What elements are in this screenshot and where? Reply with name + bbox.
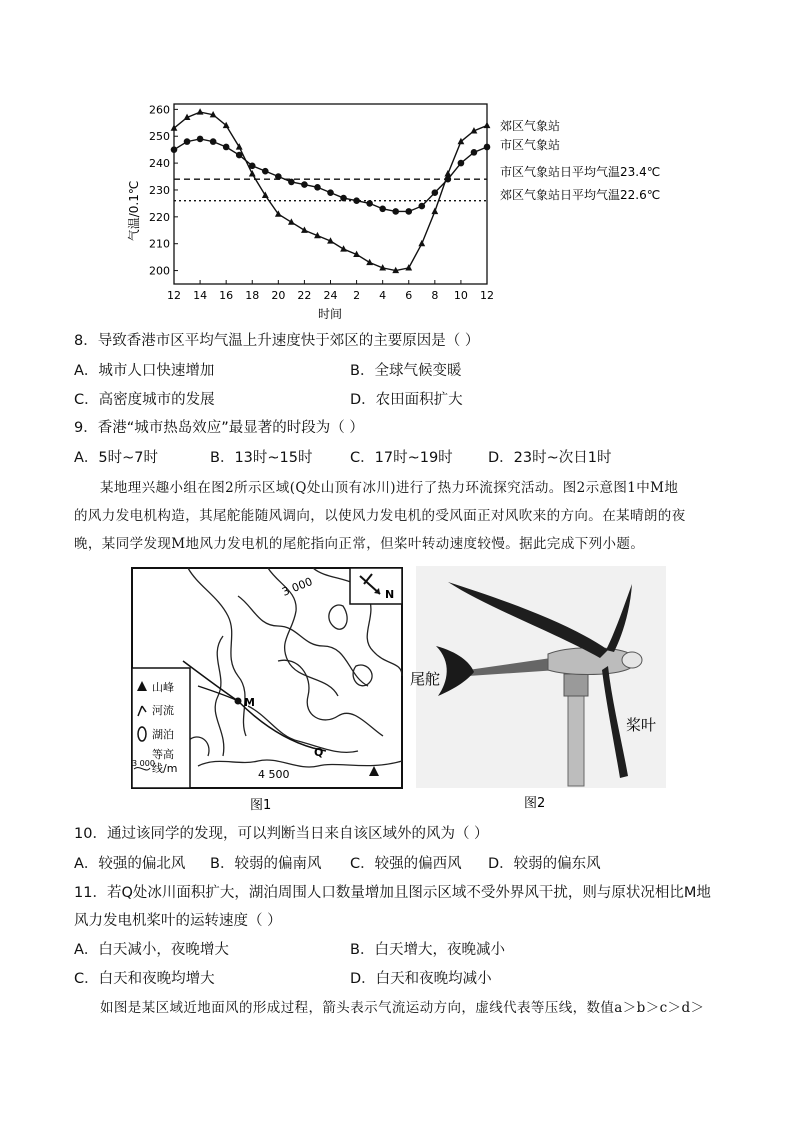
x-tick-label: 20 [271, 289, 286, 302]
intro-2: 如图是某区域近地面风的形成过程，箭头表示气流运动方向，虚线代表等压线，数值a＞b＞c＞d＞ [100, 1000, 705, 1016]
label-tail-fin: 尾舵 [410, 670, 441, 688]
legend-peak: 山峰 [152, 681, 174, 694]
y-tick-label: 200 [149, 264, 170, 278]
point-urban [327, 189, 334, 196]
point-urban [392, 208, 399, 215]
point-urban [366, 200, 373, 207]
x-tick-label: 18 [245, 289, 260, 302]
q10-option-c[interactable]: C．较强的偏西风 [350, 856, 462, 872]
y-tick-label: 220 [149, 210, 170, 224]
x-tick-label: 8 [431, 289, 439, 302]
point-urban [184, 138, 191, 145]
point-urban [471, 149, 478, 156]
legend-contour-2: 线/m [152, 762, 178, 775]
point-m-marker [235, 698, 242, 705]
q9-option-c[interactable]: C．17时~19时 [350, 450, 453, 466]
q8-option-d[interactable]: D．农田面积扩大 [350, 392, 463, 408]
point-suburban [484, 122, 491, 128]
point-suburban [366, 259, 373, 265]
x-axis-label: 时间 [317, 307, 343, 321]
q11-option-b[interactable]: B．白天增大，夜晚减小 [350, 942, 505, 958]
point-urban [379, 205, 386, 212]
figure-1-map [128, 566, 410, 816]
point-suburban [431, 208, 438, 214]
intro-line-2: 的风力发电机构造，其尾舵能随风调向，以使风力发电机的受风面正对风吹来的方向。在某晴朗的夜 [74, 508, 686, 524]
q11-option-a[interactable]: A．白天减小，夜晚增大 [74, 942, 229, 958]
point-urban [445, 176, 452, 183]
q10-option-b[interactable]: B．较弱的偏南风 [210, 856, 322, 872]
q9-stem: 9．香港“城市热岛效应”最显著的时段为（ ） [74, 420, 364, 436]
point-urban [288, 179, 295, 186]
x-tick-label: 12 [480, 289, 494, 302]
intro-line-1: 某地理兴趣小组在图2所示区域(Q处山顶有冰川)进行了热力环流探究活动。图2示意图1中M地 [100, 480, 679, 496]
figure-2-turbine [408, 562, 670, 816]
y-tick-label: 260 [149, 103, 170, 117]
temperature-chart [120, 96, 680, 328]
point-urban [210, 138, 217, 145]
point-urban [301, 181, 308, 188]
point-suburban [340, 245, 347, 251]
x-tick-label: 16 [219, 289, 234, 302]
legend-urban: 市区气象站 [500, 138, 561, 152]
contour-label-3000: 3 000 [280, 574, 315, 599]
q11-option-d[interactable]: D．白天和夜晚均减小 [350, 971, 492, 987]
x-tick-label: 2 [353, 289, 361, 302]
legend-contour-1: 等高 [152, 748, 174, 761]
y-axis-label: 气温/0.1℃ [127, 180, 141, 242]
x-tick-label: 22 [297, 289, 312, 302]
x-tick-label: 24 [323, 289, 338, 302]
q9-option-d[interactable]: D．23时~次日1时 [488, 450, 612, 466]
y-tick-label: 230 [149, 183, 170, 197]
q9-option-a[interactable]: A．5时~7时 [74, 450, 159, 466]
turbine-tower [568, 690, 584, 786]
point-urban [484, 144, 491, 151]
point-m-label: M [244, 696, 255, 709]
point-urban [275, 173, 282, 180]
intro-line-3: 晚，某同学发现M地风力发电机的尾舵指向正常，但桨叶转动速度较慢。据此完成下列小题。 [74, 536, 645, 552]
point-urban [249, 162, 256, 169]
point-urban [223, 144, 230, 151]
point-urban [197, 136, 204, 143]
x-tick-label: 4 [379, 289, 387, 302]
point-urban [405, 208, 412, 215]
point-urban [353, 197, 360, 204]
q9-option-b[interactable]: B．13时~15时 [210, 450, 313, 466]
legend-urban-avg: 市区气象站日平均气温23.4℃ [500, 165, 661, 179]
q8-option-a[interactable]: A．城市人口快速增加 [74, 363, 215, 379]
label-blade: 桨叶 [626, 716, 657, 734]
q11-stem-line-2: 风力发电机桨叶的运转速度（ ） [74, 913, 282, 929]
point-urban [236, 152, 243, 159]
y-tick-label: 240 [149, 157, 170, 171]
q11-stem-line-1: 11．若Q处冰川面积扩大，湖泊周围人口数量增加且图示区域不受外界风干扰，则与原状况相比M地 [74, 885, 711, 901]
legend-contour-value: 3 000 [132, 759, 155, 768]
q8-option-c[interactable]: C．高密度城市的发展 [74, 392, 215, 408]
q10-option-d[interactable]: D．较弱的偏东风 [488, 856, 601, 872]
point-suburban [301, 226, 308, 232]
legend-lake: 湖泊 [152, 728, 174, 741]
point-suburban [418, 240, 425, 246]
figure-2-caption: 图2 [524, 796, 546, 811]
point-q-label: Q [314, 746, 324, 759]
x-tick-label: 12 [167, 289, 181, 302]
y-tick-label: 210 [149, 237, 170, 251]
contour-label-4500: 4 500 [258, 768, 290, 781]
q10-option-a[interactable]: A．较强的偏北风 [74, 856, 186, 872]
legend-suburban-avg: 郊区气象站日平均气温22.6℃ [500, 188, 661, 202]
north-label: N [385, 588, 395, 601]
x-tick-label: 10 [453, 289, 468, 302]
q8-option-b[interactable]: B．全球气候变暖 [350, 363, 462, 379]
point-urban [432, 189, 439, 196]
point-urban [171, 146, 178, 153]
figure-1-caption: 图1 [250, 798, 272, 813]
point-suburban [288, 218, 295, 224]
point-urban [418, 203, 425, 210]
x-tick-label: 6 [405, 289, 413, 302]
point-urban [314, 184, 321, 191]
x-tick-label: 14 [193, 289, 208, 302]
point-suburban [249, 170, 256, 176]
y-tick-label: 250 [149, 130, 170, 144]
q10-stem: 10．通过该同学的发现，可以判断当日来自该区域外的风为（ ） [74, 826, 489, 842]
legend-river: 河流 [152, 704, 174, 717]
point-urban [458, 160, 465, 167]
point-urban [262, 168, 269, 175]
q8-stem: 8．导致香港市区平均气温上升速度快于郊区的主要原因是（ ） [74, 333, 480, 349]
point-urban [340, 195, 347, 202]
point-suburban [405, 264, 412, 270]
point-suburban [197, 108, 204, 114]
q11-option-c[interactable]: C．白天和夜晚均增大 [74, 971, 215, 987]
legend-suburban: 郊区气象站 [500, 119, 561, 133]
